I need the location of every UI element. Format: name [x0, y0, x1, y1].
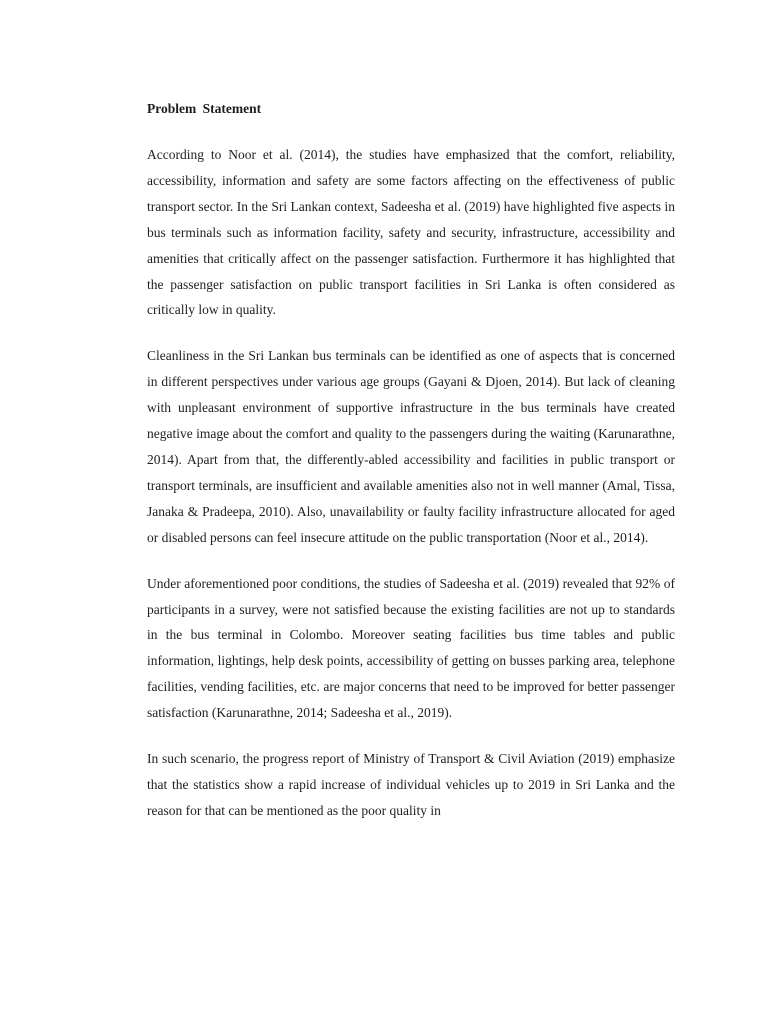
paragraph-4: In such scenario, the progress report of Ministry of Transport & Civil Aviation (2019) emphasize that the statistics show a rapid increase of individual vehicles up to 2019 in Sri Lanka and the reason for that can be mentioned as the poor quality in: [147, 751, 675, 818]
paragraph-2: Cleanliness in the Sri Lankan bus terminals can be identified as one of aspects that is concerned in different perspectives under various age groups (Gayani & Djoen, 2014). But lack of cleaning with unpleasant environment of supportive infrastructure in the bus terminals have created negative image about the comfort and quality to the passengers during the waiting (Karunarathne, 2014). Apart from that, the differently-abled accessibility and facilities in public transport or transport terminals, are insufficient and available amenities also not in well manner (Amal, Tissa, Janaka & Pradeepa, 2010). Also, unavailability or faulty facility infrastructure allocated for aged or disabled persons can feel insecure attitude on the public transportation (Noor et al., 2014).: [147, 348, 675, 545]
paragraph-3: Under aforementioned poor conditions, the studies of Sadeesha et al. (2019) revealed that 92% of participants in a survey, were not satisfied because the existing facilities are not up to standards in the bus terminal in Colombo. Moreover seating facilities bus time tables and public information, lightings, help desk points, accessibility of getting on busses parking area, telephone facilities, vending facilities, etc. are major concerns that need to be improved for better passenger satisfaction (Karunarathne, 2014; Sadeesha et al., 2019).: [147, 575, 675, 721]
section-heading: Problem Statement: [147, 101, 262, 116]
document-page: [147, 100, 675, 824]
paragraph-1: According to Noor et al. (2014), the studies have emphasized that the comfort, reliability, accessibility, information and safety are some factors affecting on the effectiveness of public transport sector. In the Sri Lankan context, Sadeesha et al. (2019) have highlighted five aspects in bus terminals such as information facility, safety and security, infrastructure, accessibility and amenities that critically affect on the passenger satisfaction. Furthermore it has highlighted that the passenger satisfaction on public transport facilities in Sri Lanka is often considered as critically low in quality.: [147, 147, 675, 318]
